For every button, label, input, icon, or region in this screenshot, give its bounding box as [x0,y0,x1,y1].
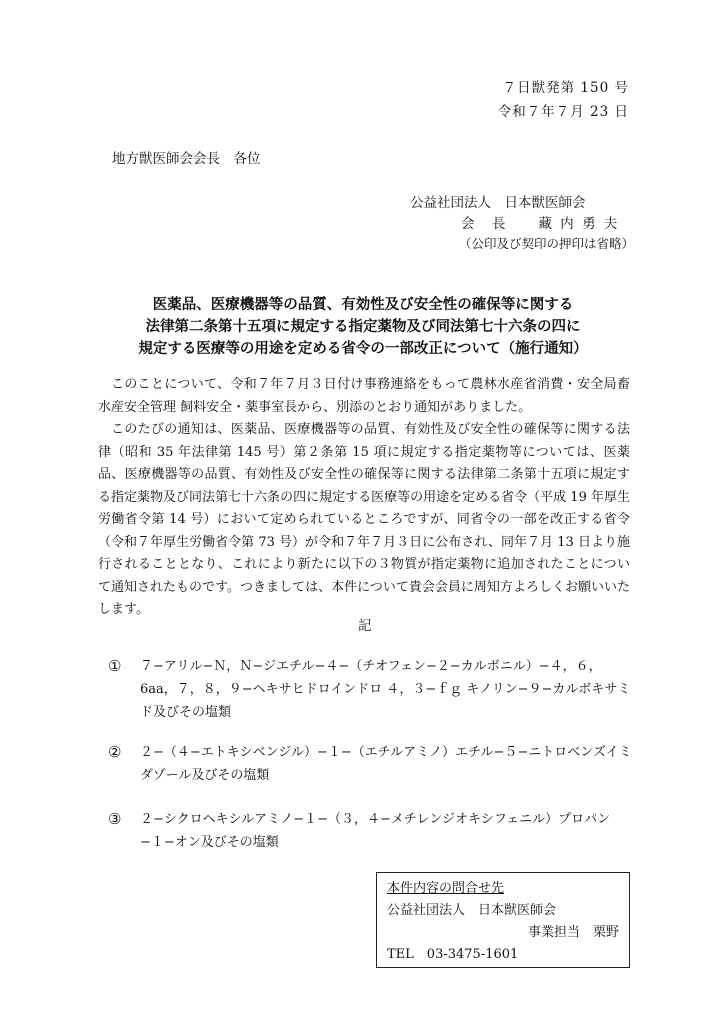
item-number: ① [108,657,122,675]
item-text: ７−アリル−Ｎ，Ｎ−ジエチル−４−（チオフェン−２−カルボニル）−４，６，6aa，７，８，９−ヘキサヒドロインドロ ４，３−ｆｇ キノリン−９−カルボキサミド及びその塩類 [140,659,631,720]
body-text [98,374,630,622]
document-title [60,294,666,360]
document-date: 令和７年７月 23 日 [497,104,629,120]
contact-box [376,872,630,968]
seal-note: （公印及び契印の押印は省略） [459,236,635,251]
sender-title-name: 会 長 藏 内 勇 夫 [461,216,620,232]
list-item [108,741,634,787]
title-line-3: 規定する医療等の用途を定める省令の一部改正について（施行通知） [138,341,588,357]
document-number: ７日獣発第 150 号 [502,80,629,96]
item-number: ③ [108,810,122,828]
title-line-1: 医薬品、医療機器等の品質、有効性及び安全性の確保等に関する [152,297,574,313]
ki-heading: 記 [358,618,372,634]
contact-person: 事業担当 栗野 [527,925,619,940]
title-line-2: 法律第二条第十五項に規定する指定薬物及び同法第七十六条の四に [145,319,581,335]
list-item [108,808,634,854]
sender-organization: 公益社団法人 日本獣医師会 [410,195,586,211]
item-number: ② [108,743,122,761]
recipient: 地方獣医師会会長 各位 [112,151,261,167]
contact-heading: 本件内容の問合せ先 [387,881,505,896]
item-text: ２−（４−エトキシベンジル）−１−（エチルアミノ）エチル−５−ニトロベンズイミダゾール及びその塩類 [140,745,632,783]
body-paragraph-1: このことについて、令和７年７月３日付け事務連絡をもって農林水産省消費・安全局畜水産安全管理 飼料安全・薬事室長から、別添のとおり通知がありました。 [98,377,630,415]
list-item [108,655,634,724]
item-text: ２−シクロヘキシルアミノ−１−（３，４−メチレンジオキシフェニル）プロパン−１−オン及びその塩類 [140,812,611,850]
contact-organization: 公益社団法人 日本獣医師会 [387,903,557,918]
contact-tel: TEL 03-3475-1601 [387,947,519,962]
body-paragraph-2: このたびの通知は、医薬品、医療機器等の品質、有効性及び安全性の確保等に関する法律（昭和 35 年法律第 145 号）第２条第 15 項に規定する指定薬物等については、医薬品、医療機器等の品質、有効性及び安全性の確保等に関する法律第二条第十五項に規定する指定薬物及び同法第七十六条の四に規定する医療等の用途を定める省令（平成 19 年厚生労働省令第 14 号）において定められているところですが、同省令の一部を改正する省令（令和７年厚生労働省令第 73 号）が令和７年７月３日に公布され、同年７月 13 日より施行されることとなり、これにより新たに以下の３物質が指定薬物に追加されたことについて通知されたものです。つきましては、本件について貴会会員に周知方よろしくお願いいたします。 [98,422,630,617]
